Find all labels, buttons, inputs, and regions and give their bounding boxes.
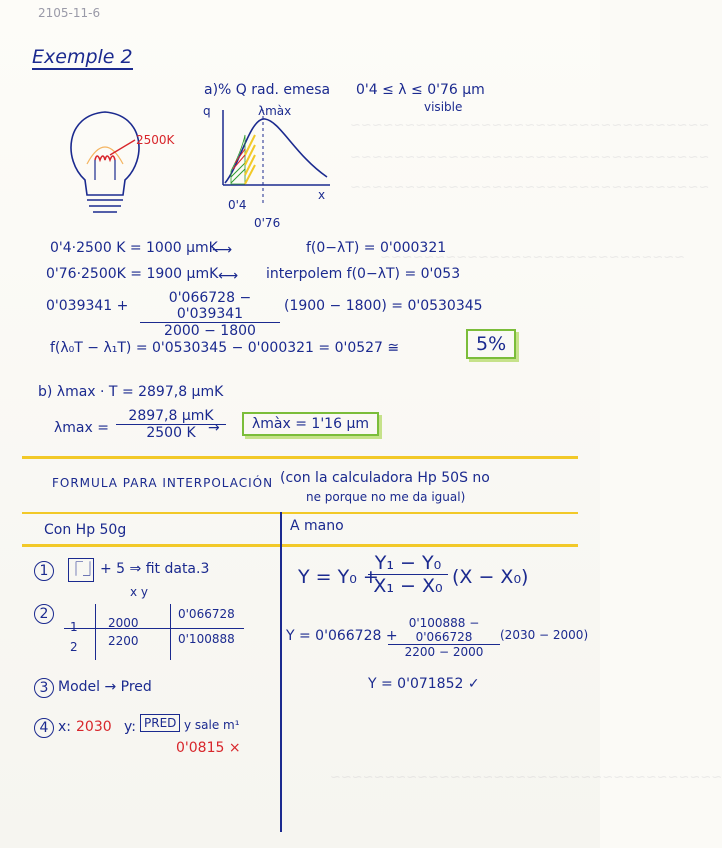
- table-cell: 0'100888: [178, 632, 235, 646]
- fraction-numerator: Y₁ − Y₀: [374, 552, 442, 574]
- interpolation-heading: FORMULA PARA INTERPOLACIÓN: [52, 476, 274, 490]
- result-box-lambda: λmàx = 1'16 μm: [242, 412, 379, 436]
- calculator-key-icon: ⎾⏌: [68, 558, 94, 582]
- pred-key-box: PRED: [140, 714, 180, 732]
- section-divider: [22, 456, 578, 459]
- result-box-percent: 5%: [466, 329, 516, 359]
- calc-line2-left: 0'76·2500K = 1900 μmK: [46, 266, 219, 282]
- column-top-rule: [22, 512, 578, 514]
- plot-x-label: x: [318, 188, 326, 202]
- formula-tail: (X − X₀): [452, 566, 529, 588]
- table-cell: 2000: [108, 616, 139, 630]
- visible-label: visible: [424, 100, 463, 114]
- table-cell: 2200: [108, 634, 139, 648]
- step-number-1: 1: [34, 561, 54, 581]
- page-stamp: 2105-11-6: [38, 6, 101, 20]
- formula-lhs: Y = Y₀ +: [298, 566, 379, 588]
- table-cell: 2: [70, 640, 78, 654]
- page-title: Exemple 2: [32, 46, 133, 68]
- plot-x1-label: 0'4: [228, 198, 247, 212]
- plot-peak-label: λmàx: [258, 104, 292, 118]
- bleed-through-text: ~~~~~~~~~~~~~~~~~~~~~~~~~~~~~~~~~: [350, 118, 710, 133]
- bleed-through-text: ~~~~~~~~~~~~~~~~~~~~~~~~~~~~: [380, 250, 685, 265]
- interpolation-note-2: ne porque no me da igual): [306, 490, 466, 504]
- double-arrow-icon: ⟷: [218, 268, 239, 284]
- table-rule: [95, 604, 96, 660]
- part-a-range: 0'4 ≤ λ ≤ 0'76 μm: [356, 82, 485, 98]
- bleed-through-text: ~~~~~~~~~~~~~~~~~~~~~~~~~~~~~~~~~: [350, 180, 710, 195]
- step4-x-label: x:: [58, 719, 72, 735]
- bleed-through-text: ~~~~~~~~~~~~~~~~~~~~~~~~~~~~~~~~~~~~: [330, 770, 722, 785]
- calc-line3-start: 0'039341 +: [46, 298, 129, 314]
- step4-x-value: 2030: [76, 719, 112, 735]
- fraction-denominator: X₁ − X₀: [368, 574, 448, 597]
- arrow-right-icon: ⟶: [212, 242, 233, 258]
- table-cell: 0'066728: [178, 607, 235, 621]
- part-b-lhs: λmax =: [54, 420, 109, 436]
- calc-line3-end: (1900 − 1800) = 0'0530345: [284, 298, 483, 314]
- column-divider: [280, 512, 282, 832]
- calc-line3-fraction: [140, 290, 280, 339]
- fraction-denominator: 2200 − 2000: [388, 644, 500, 659]
- part-b-line1: b) λmax · T = 2897,8 μmK: [38, 384, 224, 400]
- right-column-header: A mano: [290, 518, 344, 534]
- table-cell: 1: [70, 620, 78, 634]
- step4-y-label: y:: [124, 719, 136, 735]
- step-number-3: 3: [34, 678, 54, 698]
- substitution-tail: (2030 − 2000): [500, 628, 589, 642]
- left-column-header: Con Hp 50g: [44, 522, 127, 538]
- fraction-numerator: 0'066728 − 0'039341: [168, 290, 252, 322]
- calc-line4: f(λ₀T − λ₁T) = 0'0530345 − 0'000321 = 0'0527 ≅: [50, 340, 400, 356]
- formula-fraction: [368, 552, 448, 597]
- fraction-denominator: 2500 K: [116, 424, 226, 441]
- calc-line1-left: 0'4·2500 K = 1000 μmK: [50, 240, 218, 256]
- plot-y-label: q: [203, 104, 211, 118]
- step-number-4: 4: [34, 718, 54, 738]
- table-rule: [170, 604, 171, 660]
- arrow-right-icon: →: [208, 420, 220, 436]
- fraction-numerator: 2897,8 μmK: [128, 408, 214, 424]
- step4-tail: y sale m¹: [184, 718, 240, 732]
- substitution-lhs: Y = 0'066728 +: [286, 628, 398, 644]
- light-bulb-icon: [55, 100, 165, 220]
- interpolation-note-1: (con la calculadora Hp 50S no: [280, 470, 490, 486]
- fraction-numerator: 0'100888 − 0'066728: [408, 616, 480, 644]
- bulb-temperature: 2500K: [136, 133, 175, 147]
- step1-text: + 5 ⇒ fit data.3: [100, 561, 210, 577]
- plot-x2-label: 0'76: [254, 216, 281, 230]
- calc-line2-right: interpolem f(0−λT) = 0'053: [266, 266, 461, 282]
- part-a-label: a)% Q rad. emesa: [204, 82, 331, 98]
- column-header-rule: [22, 544, 578, 547]
- fraction-denominator: 2000 − 1800: [140, 322, 280, 339]
- step4-result-wrong: 0'0815 ×: [176, 740, 241, 756]
- interpolation-result: Y = 0'071852 ✓: [368, 676, 480, 692]
- bleed-through-text: ~~~~~~~~~~~~~~~~~~~~~~~~~~~~~~~~~: [350, 150, 710, 165]
- calc-line1-right: f(0−λT) = 0'000321: [306, 240, 447, 256]
- step1-xy: x y: [130, 585, 149, 599]
- table-rule: [64, 628, 244, 629]
- step-number-2: 2: [34, 604, 54, 624]
- substitution-fraction: [388, 616, 500, 659]
- step3-text: Model → Pred: [58, 679, 152, 695]
